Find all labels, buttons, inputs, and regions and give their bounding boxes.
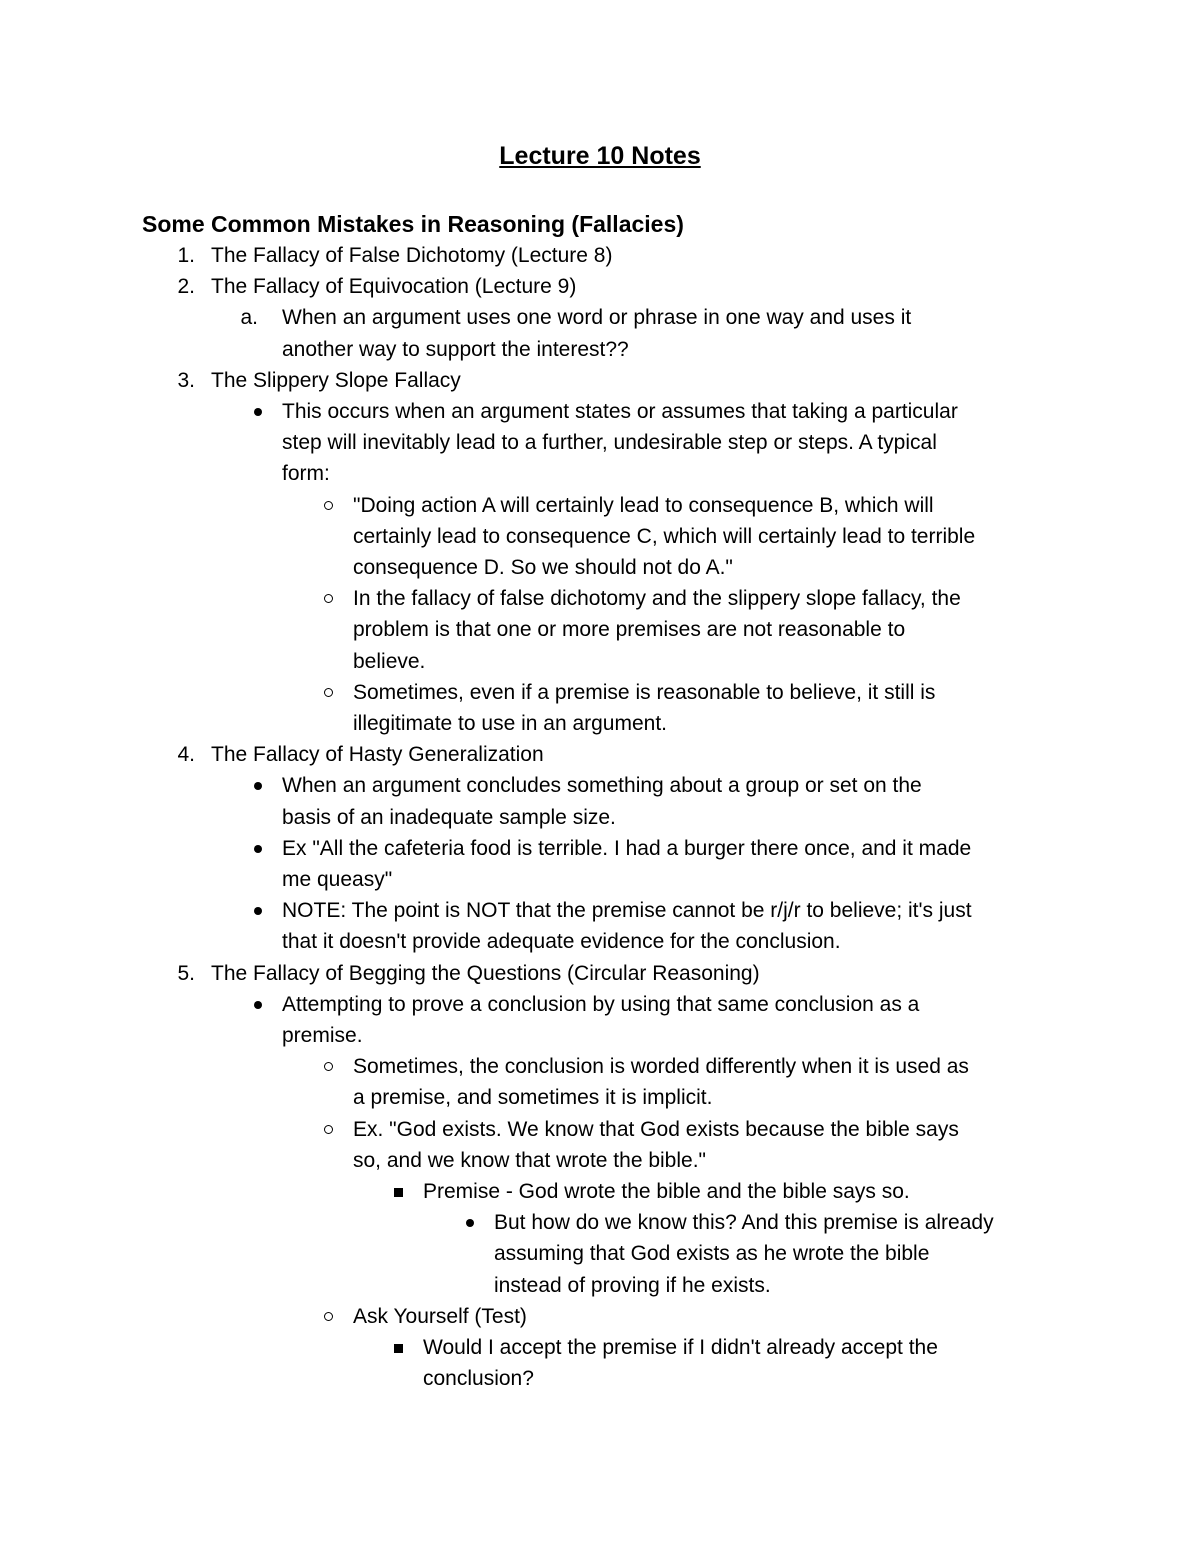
- square-bullet-icon: [394, 1344, 403, 1353]
- list-item-text: assuming that God exists as he wrote the bible: [494, 1242, 930, 1266]
- list-item-text: Ex "All the cafeteria food is terrible. I had a burger there once, and it made: [282, 836, 972, 860]
- bullet-icon: [254, 907, 262, 915]
- section-heading: Some Common Mistakes in Reasoning (Fallacies): [142, 211, 684, 237]
- list-item-text: Ex. "God exists. We know that God exists because the bible says: [353, 1117, 959, 1141]
- list-item-text: Would I accept the premise if I didn't already accept the: [423, 1336, 938, 1359]
- list-item-text: "Doing action A will certainly lead to consequence B, which will: [353, 493, 934, 517]
- list-item-text: When an argument uses one word or phrase in one way and uses it: [282, 306, 912, 330]
- list-item-text: The Slippery Slope Fallacy: [211, 368, 461, 392]
- list-item-text: believe.: [353, 649, 426, 673]
- list-item-text: instead of proving if he exists.: [494, 1273, 771, 1297]
- circle-bullet-icon: [324, 1062, 333, 1071]
- circle-bullet-icon: [324, 501, 333, 510]
- list-item-text: The Fallacy of Begging the Questions (Circular Reasoning): [211, 961, 760, 985]
- list-item-text: When an argument concludes something about a group or set on the: [282, 774, 922, 798]
- circle-bullet-icon: [324, 688, 333, 697]
- list-item-text: step will inevitably lead to a further, undesirable step or steps. A typical: [282, 431, 937, 455]
- circle-bullet-icon: [324, 594, 333, 603]
- list-item-text: so, and we know that wrote the bible.": [353, 1148, 706, 1172]
- square-bullet-icon: [394, 1188, 403, 1197]
- bullet-icon: [466, 1219, 474, 1227]
- list-item-text: The Fallacy of Hasty Generalization: [211, 743, 544, 767]
- list-marker: 3.: [177, 368, 195, 392]
- list-item-text: consequence D. So we should not do A.": [353, 556, 733, 579]
- list-item-text: Ask Yourself (Test): [353, 1304, 527, 1328]
- list-item-text: The Fallacy of Equivocation (Lecture 9): [211, 275, 577, 299]
- bullet-icon: [254, 845, 262, 853]
- list-item-text: form:: [282, 462, 330, 486]
- list-item-text: problem is that one or more premises are not reasonable to: [353, 618, 906, 642]
- list-item-text: that it doesn't provide adequate evidence for the conclusion.: [282, 930, 841, 954]
- list-item-text: a premise, and sometimes it is implicit.: [353, 1086, 713, 1110]
- list-item-text: me queasy": [282, 868, 393, 891]
- list-item-text: another way to support the interest??: [282, 337, 629, 361]
- list-item-text: This occurs when an argument states or assumes that taking a particular: [282, 400, 958, 423]
- list-item-text: The Fallacy of False Dichotomy (Lecture 8): [211, 244, 613, 267]
- list-marker: 5.: [177, 961, 195, 985]
- list-item-text: Sometimes, the conclusion is worded differently when it is used as: [353, 1055, 969, 1079]
- page-title: Lecture 10 Notes: [499, 142, 701, 170]
- list-item-text: Sometimes, even if a premise is reasonable to believe, it still is: [353, 680, 936, 704]
- list-item-text: Attempting to prove a conclusion by using that same conclusion as a: [282, 992, 920, 1016]
- list-item-text: basis of an inadequate sample size.: [282, 805, 616, 829]
- list-item-text: In the fallacy of false dichotomy and the slippery slope fallacy, the: [353, 587, 961, 611]
- list-marker: 2.: [177, 275, 195, 299]
- bullet-icon: [254, 782, 262, 790]
- circle-bullet-icon: [324, 1312, 333, 1321]
- bullet-icon: [254, 408, 262, 416]
- list-marker: 1.: [177, 244, 195, 267]
- list-marker: 4.: [177, 743, 195, 767]
- list-marker: a.: [240, 306, 258, 330]
- list-item-text: premise.: [282, 1024, 363, 1047]
- list-item-text: certainly lead to consequence C, which will certainly lead to terrible: [353, 524, 976, 548]
- list-item-text: NOTE: The point is NOT that the premise cannot be r/j/r to believe; it's just: [282, 899, 972, 923]
- list-item-text: But how do we know this? And this premise is already: [494, 1211, 994, 1235]
- list-item-text: illegitimate to use in an argument.: [353, 712, 668, 735]
- bullet-icon: [254, 1001, 262, 1009]
- circle-bullet-icon: [324, 1125, 333, 1134]
- list-item-text: conclusion?: [423, 1367, 534, 1391]
- list-item-text: Premise - God wrote the bible and the bible says so.: [423, 1180, 910, 1203]
